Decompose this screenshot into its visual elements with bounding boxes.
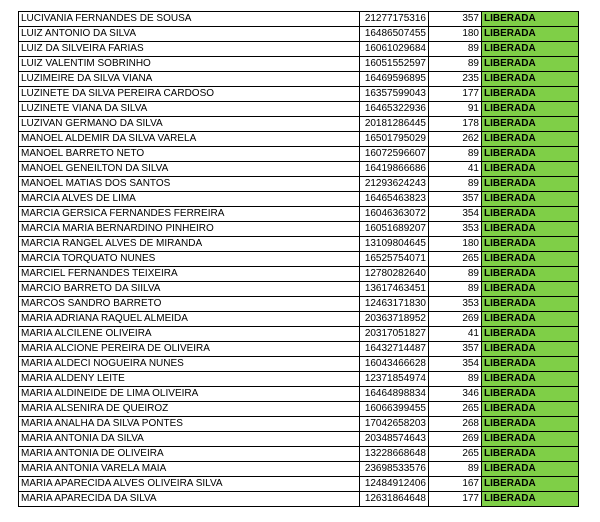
code-cell: 20348574643 [360, 432, 429, 447]
code-cell: 16046363072 [360, 207, 429, 222]
status-cell: LIBERADA [482, 42, 579, 57]
code-cell: 13228668648 [360, 447, 429, 462]
table-row [19, 102, 579, 117]
name-cell: MANOEL ALDEMIR DA SILVA VARELA [19, 132, 360, 147]
number-cell: 89 [429, 267, 482, 282]
code-cell: 16525754071 [360, 252, 429, 267]
code-cell: 12484912406 [360, 477, 429, 492]
code-cell: 23698533576 [360, 462, 429, 477]
status-cell: LIBERADA [482, 132, 579, 147]
number-cell: 354 [429, 357, 482, 372]
table-row [19, 417, 579, 432]
number-cell: 177 [429, 87, 482, 102]
number-cell: 167 [429, 477, 482, 492]
table-row [19, 447, 579, 462]
status-cell: LIBERADA [482, 387, 579, 402]
name-cell: MARIA ALCIONE PEREIRA DE OLIVEIRA [19, 342, 360, 357]
name-cell: MARCIA MARIA BERNARDINO PINHEIRO [19, 222, 360, 237]
table-row [19, 57, 579, 72]
name-cell: MARCIO BARRETO DA SIILVA [19, 282, 360, 297]
status-cell: LIBERADA [482, 462, 579, 477]
status-cell: LIBERADA [482, 102, 579, 117]
number-cell: 353 [429, 222, 482, 237]
number-cell: 268 [429, 417, 482, 432]
name-cell: LUZINETE VIANA DA SILVA [19, 102, 360, 117]
number-cell: 346 [429, 387, 482, 402]
status-cell: LIBERADA [482, 207, 579, 222]
code-cell: 20363718952 [360, 312, 429, 327]
code-cell: 16051552597 [360, 57, 429, 72]
name-cell: MARIA ANTONIA VARELA MAIA [19, 462, 360, 477]
table-row [19, 72, 579, 87]
code-cell: 16501795029 [360, 132, 429, 147]
table-row [19, 87, 579, 102]
number-cell: 41 [429, 162, 482, 177]
status-cell: LIBERADA [482, 12, 579, 27]
code-cell: 16051689207 [360, 222, 429, 237]
status-cell: LIBERADA [482, 117, 579, 132]
table-row [19, 12, 579, 27]
table-row [19, 282, 579, 297]
name-cell: MARIA ALCILENE OLIVEIRA [19, 327, 360, 342]
status-cell: LIBERADA [482, 192, 579, 207]
code-cell: 16072596607 [360, 147, 429, 162]
code-cell: 20181286445 [360, 117, 429, 132]
code-cell: 12463171830 [360, 297, 429, 312]
number-cell: 89 [429, 462, 482, 477]
status-cell: LIBERADA [482, 177, 579, 192]
code-cell: 13109804645 [360, 237, 429, 252]
name-cell: MARIA ALSENIRA DE QUEIROZ [19, 402, 360, 417]
code-cell: 17042658203 [360, 417, 429, 432]
name-cell: LUIZ VALENTIM SOBRINHO [19, 57, 360, 72]
name-cell: MARCIA TORQUATO NUNES [19, 252, 360, 267]
name-cell: MARIA ANALHA DA SILVA PONTES [19, 417, 360, 432]
code-cell: 20317051827 [360, 327, 429, 342]
table-row [19, 222, 579, 237]
code-cell: 16469596895 [360, 72, 429, 87]
table-row [19, 117, 579, 132]
table-row [19, 177, 579, 192]
code-cell: 16357599043 [360, 87, 429, 102]
status-cell: LIBERADA [482, 147, 579, 162]
number-cell: 89 [429, 372, 482, 387]
table-row [19, 462, 579, 477]
status-cell: LIBERADA [482, 72, 579, 87]
status-cell: LIBERADA [482, 402, 579, 417]
number-cell: 180 [429, 27, 482, 42]
number-cell: 269 [429, 312, 482, 327]
status-cell: LIBERADA [482, 417, 579, 432]
name-cell: LUZINETE DA SILVA PEREIRA CARDOSO [19, 87, 360, 102]
status-cell: LIBERADA [482, 267, 579, 282]
code-cell: 16465322936 [360, 102, 429, 117]
table-row [19, 27, 579, 42]
table-row [19, 312, 579, 327]
number-cell: 91 [429, 102, 482, 117]
code-cell: 16465463823 [360, 192, 429, 207]
status-cell: LIBERADA [482, 252, 579, 267]
code-cell: 13617463451 [360, 282, 429, 297]
number-cell: 235 [429, 72, 482, 87]
code-cell: 12780282640 [360, 267, 429, 282]
code-cell: 12371854974 [360, 372, 429, 387]
number-cell: 357 [429, 12, 482, 27]
number-cell: 89 [429, 147, 482, 162]
name-cell: LUZIVAN GERMANO DA SILVA [19, 117, 360, 132]
status-cell: LIBERADA [482, 237, 579, 252]
status-cell: LIBERADA [482, 27, 579, 42]
number-cell: 89 [429, 42, 482, 57]
number-cell: 89 [429, 282, 482, 297]
name-cell: LUCIVANIA FERNANDES DE SOUSA [19, 12, 360, 27]
status-cell: LIBERADA [482, 57, 579, 72]
name-cell: MARIA ADRIANA RAQUEL ALMEIDA [19, 312, 360, 327]
number-cell: 262 [429, 132, 482, 147]
number-cell: 357 [429, 342, 482, 357]
code-cell: 16419866686 [360, 162, 429, 177]
table-row [19, 432, 579, 447]
number-cell: 353 [429, 297, 482, 312]
name-cell: LUIZ ANTONIO DA SILVA [19, 27, 360, 42]
status-cell: LIBERADA [482, 357, 579, 372]
name-cell: MARIA ALDECI NOGUEIRA NUNES [19, 357, 360, 372]
name-cell: LUIZ DA SILVEIRA FARIAS [19, 42, 360, 57]
table-row [19, 192, 579, 207]
code-cell: 16066399455 [360, 402, 429, 417]
name-cell: MARCOS SANDRO BARRETO [19, 297, 360, 312]
code-cell: 16486507455 [360, 27, 429, 42]
number-cell: 178 [429, 117, 482, 132]
name-cell: MARIA ALDENY LEITE [19, 372, 360, 387]
status-cell: LIBERADA [482, 297, 579, 312]
status-cell: LIBERADA [482, 87, 579, 102]
status-cell: LIBERADA [482, 162, 579, 177]
number-cell: 265 [429, 447, 482, 462]
code-cell: 16432714487 [360, 342, 429, 357]
number-cell: 265 [429, 402, 482, 417]
status-cell: LIBERADA [482, 222, 579, 237]
name-cell: MARCIEL FERNANDES TEIXEIRA [19, 267, 360, 282]
code-cell: 16043466628 [360, 357, 429, 372]
table-row [19, 342, 579, 357]
name-cell: LUZIMEIRE DA SILVA VIANA [19, 72, 360, 87]
status-cell: LIBERADA [482, 327, 579, 342]
code-cell: 12631864648 [360, 492, 429, 507]
table-row [19, 42, 579, 57]
status-cell: LIBERADA [482, 477, 579, 492]
name-cell: MARIA ANTONIA DA SILVA [19, 432, 360, 447]
table-row [19, 252, 579, 267]
number-cell: 89 [429, 57, 482, 72]
status-cell: LIBERADA [482, 312, 579, 327]
code-cell: 16061029684 [360, 42, 429, 57]
number-cell: 41 [429, 327, 482, 342]
number-cell: 177 [429, 492, 482, 507]
table-row [19, 387, 579, 402]
name-cell: MANOEL GENEILTON DA SILVA [19, 162, 360, 177]
number-cell: 89 [429, 177, 482, 192]
table-row [19, 327, 579, 342]
table-row [19, 267, 579, 282]
status-cell: LIBERADA [482, 432, 579, 447]
status-cell: LIBERADA [482, 447, 579, 462]
code-cell: 21293624243 [360, 177, 429, 192]
table-row [19, 402, 579, 417]
table-row [19, 132, 579, 147]
name-cell: MARCIA RANGEL ALVES DE MIRANDA [19, 237, 360, 252]
status-cell: LIBERADA [482, 492, 579, 507]
table-body [19, 12, 579, 507]
number-cell: 269 [429, 432, 482, 447]
table-row [19, 297, 579, 312]
beneficiary-table [18, 11, 579, 507]
status-cell: LIBERADA [482, 372, 579, 387]
table-row [19, 492, 579, 507]
status-cell: LIBERADA [482, 342, 579, 357]
name-cell: MARCIA ALVES DE LIMA [19, 192, 360, 207]
code-cell: 16464898834 [360, 387, 429, 402]
table-row [19, 207, 579, 222]
table-row [19, 372, 579, 387]
number-cell: 265 [429, 252, 482, 267]
table-row [19, 147, 579, 162]
name-cell: MARIA APARECIDA ALVES OLIVEIRA SILVA [19, 477, 360, 492]
table-row [19, 162, 579, 177]
number-cell: 357 [429, 192, 482, 207]
code-cell: 21277175316 [360, 12, 429, 27]
name-cell: MARIA ANTONIA DE OLIVEIRA [19, 447, 360, 462]
name-cell: MANOEL MATIAS DOS SANTOS [19, 177, 360, 192]
name-cell: MANOEL BARRETO NETO [19, 147, 360, 162]
number-cell: 180 [429, 237, 482, 252]
status-cell: LIBERADA [482, 282, 579, 297]
name-cell: MARCIA GERSICA FERNANDES FERREIRA [19, 207, 360, 222]
number-cell: 354 [429, 207, 482, 222]
table-row [19, 237, 579, 252]
name-cell: MARIA ALDINEIDE DE LIMA OLIVEIRA [19, 387, 360, 402]
table-row [19, 357, 579, 372]
table-row [19, 477, 579, 492]
name-cell: MARIA APARECIDA DA SILVA [19, 492, 360, 507]
